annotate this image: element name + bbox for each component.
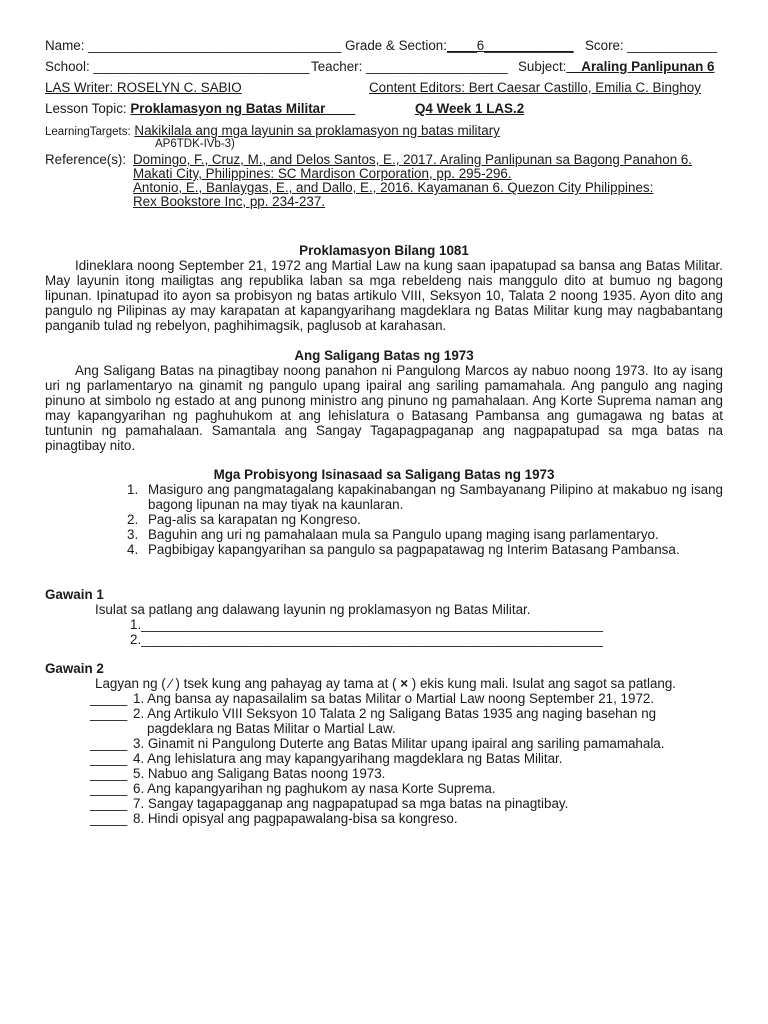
section-saligang-batas: [45, 348, 723, 453]
x-mark-icon: ×: [400, 676, 409, 691]
list-item: _____ 5. Nabuo ang Saligang Batas noong 1973.: [90, 766, 386, 781]
list-item: 4. Pagbibigay kapangyarihan sa pangulo sa pagpapatawag ng Interim Batasang Pambansa.: [127, 542, 680, 557]
gawain-2: [45, 661, 723, 826]
answer-blank[interactable]: _____: [90, 811, 128, 826]
grade-section-value: ____6____________: [446, 38, 574, 53]
section-title: Ang Saligang Batas ng 1973: [294, 348, 474, 363]
school-field[interactable]: School: _____________________________: [45, 59, 310, 74]
subject-value: __Araling Panlipunan 6: [566, 59, 715, 74]
gawain-1: [45, 587, 723, 647]
score-field[interactable]: Score: ____________: [585, 38, 717, 53]
lesson-topic-value: Proklamasyon ng Batas Militar____: [130, 101, 356, 116]
reference-line-3: Antonio, E., Banlaygas, E., and Dallo, E., 2016. Kayamanan 6. Quezon City Philippines:: [133, 180, 654, 195]
reference-line-1: Domingo, F., Cruz, M., and Delos Santos, E., 2017. Araling Panlipunan sa Bagong Panahon 6.: [133, 152, 693, 167]
gawain-instruction: Lagyan ng ( ∕ ) tsek kung ang pahayag ay tama at ( × ) ekis kung mali. Isulat ang sagot sa patlang.: [95, 676, 677, 691]
learning-targets-label: LearningTargets:: [45, 126, 131, 138]
answer-blank[interactable]: _____: [90, 751, 128, 766]
content-editors: Content Editors: Bert Caesar Castillo, Emilia C. Binghoy: [369, 80, 701, 95]
answer-blank[interactable]: _____: [90, 796, 128, 811]
learning-targets: [45, 123, 500, 140]
reference-line-4: Rex Bookstore Inc, pp. 234-237.: [133, 194, 326, 209]
list-item: _____ 7. Sangay tagapagganap ang nagpapatupad sa mga batas na pinagtibay.: [90, 796, 569, 811]
list-item: _____ 8. Hindi opisyal ang pagpapawalang-bisa sa kongreso.: [90, 811, 458, 826]
list-item: 3. Baguhin ang uri ng pamahalaan mula sa Pangulo upang maging isang parlamentaryo.: [127, 527, 659, 542]
grade-section-label: Grade & Section:: [345, 38, 447, 53]
quarter-week: Q4 Week 1 LAS.2: [415, 101, 525, 116]
list-item: _____ 4. Ang lehislatura ang may kapangyarihang magdeklara ng Batas Militar.: [90, 751, 563, 766]
las-writer: LAS Writer: ROSELYN C. SABIO: [45, 80, 242, 95]
list-item: _____ 2. Ang Artikulo VIII Seksyon 10 Talata 2 ng Saligang Batas 1935 ang naging basehan ng pagdeklara ng Batas Militar o Martial Law.: [90, 706, 657, 736]
answer-blank[interactable]: _____: [90, 736, 128, 751]
name-field[interactable]: Name: __________________________________: [45, 38, 342, 53]
section-proklamasyon: [45, 243, 723, 333]
answer-blank[interactable]: _____: [90, 781, 128, 796]
lesson-topic-label: Lesson Topic:: [45, 101, 127, 116]
list-item: _____ 1. Ang bansa ay napasailalim sa batas Militar o Martial Law noong September 21, 1972.: [90, 691, 655, 706]
section-paragraph: Ang Saligang Batas na pinagtibay noong panahon ni Pangulong Marcos ay nabuo noong 1973. Ito ay isang uri ng parlamentaryo na ginamit ng pangulo upang ipairal ang sariling pamamahala. Ang pangulo ang naging pinuno at simbolo ng estado at ang punong ministro ang pinuno ng pamahalaan. Ang Korte Suprema naman ang may kapangyarihan ng paghuhukom at ang lehislatura o Batasang Pambansa ang gumagawa ng batas at tuntunin ng pamahalaan. Samantala ang Sangay Tagapagpaganap ang nagpapatupad sa mga batas na pinagtibay nito.: [45, 363, 723, 453]
grade-section-field[interactable]: [345, 38, 574, 53]
list-item: 2. Pag-alis sa karapatan ng Kongreso.: [127, 512, 361, 527]
list-item: _____ 3. Ginamit ni Pangulong Duterte ang Batas Militar upang ipairal ang sariling pamamahala.: [90, 736, 665, 751]
answer-line-1[interactable]: 1.______________________________________________________________: [130, 617, 603, 632]
list-item: _____ 6. Ang kapangyarihan ng paghukom ay nasa Korte Suprema.: [90, 781, 496, 796]
section-title: Proklamasyon Bilang 1081: [299, 243, 469, 258]
teacher-field[interactable]: Teacher: ___________________: [311, 59, 508, 74]
check-mark-icon: ∕: [169, 676, 172, 691]
subject-field: [518, 59, 714, 74]
true-false-list: [45, 691, 723, 826]
lesson-topic: [45, 101, 355, 116]
provisions-list: [45, 482, 723, 557]
gawain-instruction: Isulat sa patlang ang dalawang layunin ng proklamasyon ng Batas Militar.: [95, 602, 531, 617]
section-paragraph: Idineklara noong September 21, 1972 ang Martial Law na kung saan ipapatupad sa bansa ang Batas Militar. May layunin itong mailigtas ang republika laban sa mga rebeldeng nais manggulo dito at bumuo ng bagong lipunan. Ipinatupad ito ayon sa probisyon ng batas artikulo VIII, Seksyon 10, Talata 2 noong 1935. Ayon dito ang pangulo ng Pilipinas ay may karapatan at kapangyarihang magdeklara ng Batas Militar kung may nagbabantang panganib tulad ng rebelyon, paghihimagsik, paglusob at karahasan.: [45, 258, 723, 333]
answer-blank[interactable]: _____: [90, 691, 128, 706]
section-title: Mga Probisyong Isinasaad sa Saligang Batas ng 1973: [213, 467, 555, 482]
answer-blank[interactable]: _____: [90, 706, 128, 721]
answer-blank[interactable]: _____: [90, 766, 128, 781]
reference-line-2: Makati City, Philippines: SC Mardison Corporation, pp. 295-296.: [133, 166, 512, 181]
learning-targets-value: Nakikilala ang mga layunin sa proklamasyon ng batas military: [134, 123, 500, 138]
list-item: 1. Masiguro ang pangmatagalang kapakinabangan ng Sambayanang Pilipino at makabuo ng isang bagong lipunan na may tiyak na kaunlaran.: [127, 482, 723, 512]
references-label: Reference(s):: [45, 152, 127, 167]
subject-label: Subject:: [518, 59, 567, 74]
competency-code: AP6TDK-IVb-3): [155, 138, 235, 150]
section-probisyon: [45, 467, 723, 557]
gawain-title: Gawain 1: [45, 587, 104, 602]
gawain-title: Gawain 2: [45, 661, 104, 676]
answer-line-2[interactable]: 2.______________________________________________________________: [130, 632, 603, 647]
